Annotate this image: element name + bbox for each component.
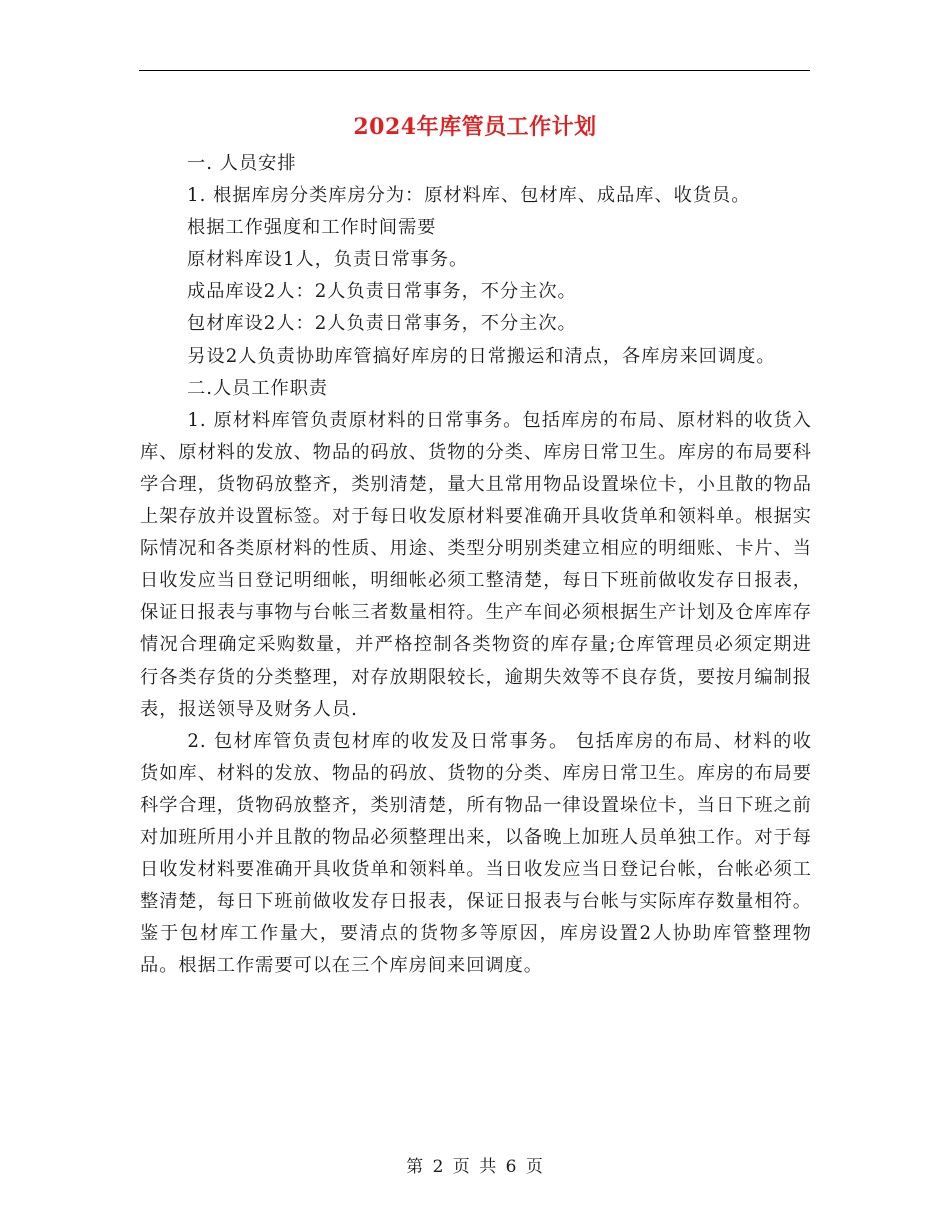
staffing-line-workload: 根据工作强度和工作时间需要: [187, 217, 437, 239]
section-heading-staffing: 一. 人员安排: [187, 153, 297, 174]
document-body: [140, 148, 812, 982]
staffing-paragraph-helpers: 另设2人负责协助库管搞好库房的日常搬运和清点，各库房来回调度。: [187, 345, 776, 367]
section-heading-duties: 二.人员工作职责: [187, 377, 329, 399]
staffing-line-raw-material: 原材料库设1人，负责日常事务。: [187, 249, 469, 271]
header-rule: [139, 70, 810, 71]
staffing-item-1: 1. 根据库房分类库房分为：原材料库、包材库、成品库、收货员。: [187, 185, 751, 207]
duties-paragraph-raw-material: 1. 原材料库管负责原材料的日常事务。包括库房的布局、原材料的收货入库、原材料的发放、物品的码放、货物的分类、库房日常卫生。库房的布局要科学合理，货物码放整齐，类别清楚，量大且常用物品设置垛位卡，小且散的物品上架存放并设置标签。对于每日收发原材料要准确开具收货单和领料单。根据实际情况和各类原材料的性质、用途、类型分明别类建立相应的明细账、卡片、当日收发应当日登记明细帐，明细帐必须工整清楚，每日下班前做收发存日报表，保证日报表与事物与台帐三者数量相符。生产车间必须根据生产计划及仓库库存情况合理确定采购数量，并严格控制各类物资的库存量;仓库管理员必须定期进行各类存货的分类整理，对存放期限较长，逾期失效等不良存货，要按月编制报表，报送领导及财务人员.: [140, 409, 812, 720]
staffing-line-finished-goods: 成品库设2人：2人负责日常事务，不分主次。: [187, 281, 577, 303]
document-title: 2024年库管员工作计划: [353, 114, 597, 140]
page-number-footer: 第 2 页 共 6 页: [406, 1157, 544, 1177]
staffing-line-packaging: 包材库设2人：2人负责日常事务，不分主次。: [187, 313, 577, 335]
duties-paragraph-packaging: 2. 包材库管负责包材库的收发及日常事务。 包括库房的布局、材料的收货如库、材料的发放、物品的码放、货物的分类、库房日常卫生。库房的布局要科学合理，货物码放整齐，类别清楚，所有物品一律设置垛位卡，当日下班之前对加班所用小并且散的物品必须整理出来，以备晚上加班人员单独工作。对于每日收发材料要准确开具收货单和领料单。当日收发应当日登记台帐，台帐必须工整清楚，每日下班前做收发存日报表，保证日报表与台帐与实际库存数量相符。鉴于包材库工作量大，要清点的货物多等原因，库房设置2人协助库管整理物品。根据工作需要可以在三个库房间来回调度。: [140, 730, 812, 977]
